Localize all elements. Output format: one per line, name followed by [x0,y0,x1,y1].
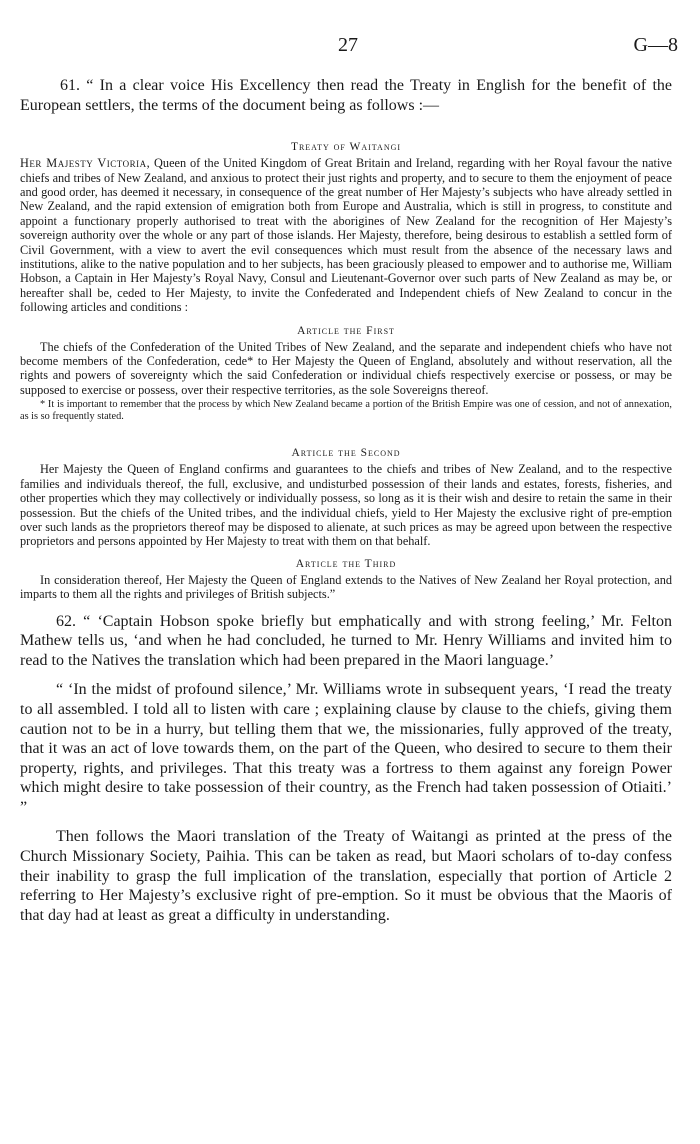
paragraph-61: 61. “ In a clear voice His Excellency then read the Treaty in English for the benefit of the European settlers, the terms of the document being as follows :— [20,77,672,114]
document-code: G—8 [633,34,678,56]
paragraph-translation: Then follows the Maori translation of the Treaty of Waitangi as printed at the press of the Church Missionary Society, Paihia. This can be taken as read, but Maori scholars of to-day confess their inability to grasp the full implication of the translation, especially that portion of Article 2 referring to Her Majesty’s exclusive right of pre-emption. So it must be obvious that the Maoris of that day had at least as great a difficulty in understanding. [20,828,672,924]
paragraph-williams: “ ‘In the midst of profound silence,’ Mr. Williams wrote in subsequent years, ‘I read the treaty to all assembled. I told all to listen with care ; explaining clause by clause to the chiefs, giving them caution not to be in a hurry, but telling them that we, the missionaries, fully approved of the treaty, that it was an act of love towards them, on the part of the Queen, who desired to secure to them their property, rights, and privileges. That this treaty was a fortress to them against any foreign Power which might desire to take possession of their country, as the French had taken possession of Otiaiti.’ ” [20,681,672,816]
article-second-heading: Article the Second [291,447,401,460]
preamble-lead: Her Majesty Victoria, [20,156,151,171]
article-first-heading: Article the First [297,324,395,337]
page-number: 27 [338,34,358,56]
page-body [20,76,672,925]
article-first-text: The chiefs of the Confederation of the United Tribes of New Zealand, and the separate and independent chiefs who have not become members of the Confederation, cede* to Her Majesty the Queen of England, absolutely and without reservation, all the rights and powers of sovereignty which the said Confederation or individual chiefs respectively exercise or possess, or may be supposed to exercise or possess, over their respective territories, as the sole Sovereigns thereof. [20,339,672,397]
paragraph-62: 62. “ ‘Captain Hobson spoke briefly but emphatically and with strong feeling,’ Mr. Felton Mathew tells us, ‘and when he had concluded, he turned to Mr. Henry Williams and invited him to read to the Natives the translation which had been prepared in the Maori language.’ [20,612,672,669]
article-third-heading: Article the Third [295,557,397,570]
article-second-text: Her Majesty the Queen of England confirms and guarantees to the chiefs and tribes of New Zealand, and to the respective families and individuals thereof, the full, exclusive, and undisturbed possession of their lands and estates, forests, fisheries, and other properties which they may collectively or individually possess, so long as it is their wish and desire to retain the same in their possession. But the chiefs of the United tribes, and the individual chiefs, yield to Her Majesty the exclusive right of pre-emption over such lands as the proprietors thereof may be disposed to alienate, at such prices as may be agreed upon between the respective proprietors and persons appointed by Her Majesty to treat with them on that behalf. [20,462,672,549]
treaty-heading: Treaty of Waitangi [290,141,402,154]
article-third-text: In consideration thereof, Her Majesty the Queen of England extends to the Natives of New Zealand her Royal protection, and imparts to them all the rights and privileges of British subjects.” [20,572,672,602]
treaty-preamble [20,156,672,314]
footnote: * It is important to remember that the process by which New Zealand became a portion of the British Empire was one of cession, and not of annexation, as is so frequently stated. [20,399,672,423]
preamble-text: Queen of the United Kingdom of Great Britain and Ireland, regarding with her Royal favour the native chiefs and tribes of New Zealand, and anxious to protect their just rights and property, and to secure to them the enjoyment of peace and good order, has deemed it necessary, in consequence of the great number of Her Majesty’s subjects who have already settled in New Zealand, and the rapid extension of emigration both from Europe and Australia, which is still in progress, to constitute and appoint a functionary properly authorised to treat with the aborigines of New Zealand for the recognition of Her Majesty’s sovereign authority over the whole or any part of those islands. Her Majesty, therefore, being desirous to establish a settled form of Civil Government, with a view to avert the evil consequences which must result from the absence of the necessary laws and institutions, alike to the native population and to her subjects, has been graciously pleased to empower and to authorise me, William Hobson, a Captain in Her Majesty’s Royal Navy, Consul and Lieutenant-Governor over such parts of New Zealand as may be, or hereafter shall be, ceded to Her Majesty, to invite the Confederated and Independent chiefs of New Zealand to concur in the following articles and conditions : [20,156,672,315]
